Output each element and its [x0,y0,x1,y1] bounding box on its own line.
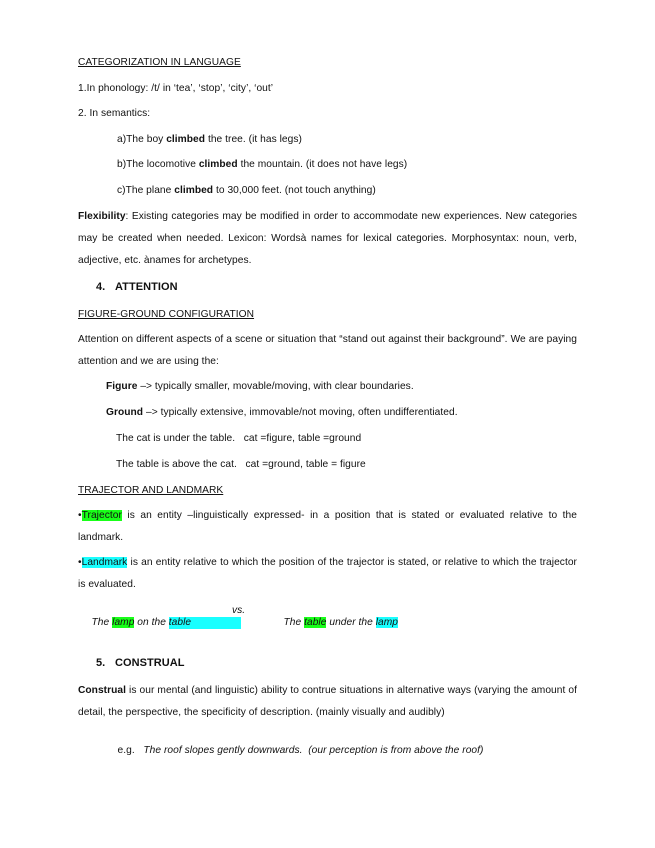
example-verb: climbed [166,134,206,145]
eg-text: The roof slopes gently downwards. (our perception is from above the roof) [143,745,484,756]
example-text: the tree. (it has legs) [205,134,302,145]
figure-label: Figure [106,381,138,392]
ground-label: Ground [106,407,144,418]
eg-label: e.g. [117,745,135,756]
trajector-paragraph [78,505,577,549]
trajector-text: is an entity –linguistically expressed- in a position that is stated or evaluated relative to the landmark. [78,510,577,543]
semantics-example-a [117,134,302,146]
trajector-landmark-example-2 [272,605,398,641]
example-text: the mountain. (it does not have legs) [237,159,408,170]
example-text: The [283,617,305,628]
figure-line [106,381,414,393]
section-heading-attention [96,281,178,293]
example-lamp-landmark: lamp [375,617,399,628]
trajector-landmark-example [80,605,241,641]
construal-paragraph [78,680,577,724]
semantics-line: 2. In semantics: [78,108,151,119]
example-table-landmark: table [169,617,241,629]
subtitle-figure-ground: FIGURE-GROUND CONFIGURATION [78,309,255,320]
construal-label: Construal [78,685,126,696]
example-verb: climbed [174,185,214,196]
subtitle-trajector-landmark: TRAJECTOR AND LANDMARK [78,485,224,496]
landmark-label: Landmark [81,557,128,568]
example-text: c)The plane [117,185,175,196]
landmark-text: is an entity relative to which the position of the trajector is stated, or relative to which the trajector is evaluated. [78,557,577,590]
flexibility-paragraph [78,206,577,272]
figure-ground-example-2: The table is above the cat. cat =ground, table = figure [116,459,366,470]
section-title: CONSTRUAL [115,657,185,669]
example-text: on the [134,617,169,628]
trajector-label: Trajector [81,510,122,521]
section-number: 5. [96,657,106,669]
semantics-example-c [117,185,376,197]
semantics-example-b [117,159,407,171]
figure-text: –> typically smaller, movable/moving, with clear boundaries. [137,381,414,392]
example-text: a)The boy [117,134,167,145]
example-table-trajector: table [304,617,327,628]
construal-text: is our mental (and linguistic) ability to contrue situations in alternative ways (varying the amount of detail, the perspective, the specificity of description. (mainly visually and audibly) [78,685,577,718]
attention-intro-paragraph: Attention on different aspects of a scene or situation that “stand out against their background”. We are paying attention and we are using the: [78,334,577,367]
flexibility-label: Flexibility [78,211,126,222]
example-text: The [91,617,113,628]
section-title-categorization: CATEGORIZATION IN LANGUAGE [78,57,241,68]
construal-example [106,733,483,769]
example-text: b)The locomotive [117,159,199,170]
ground-line [106,407,458,419]
example-vs: vs. [232,605,246,616]
section-heading-construal [96,657,185,669]
flexibility-text: : Existing categories may be modified in order to accommodate new experiences. New categories may be created when needed. Lexicon: Wordsà names for lexical categories. Morphosyntax: noun, verb, adjective, etc. ànames for archetypes. [78,211,577,266]
example-text: to 30,000 feet. (not touch anything) [213,185,376,196]
section-title: ATTENTION [115,281,178,293]
example-lamp-trajector: lamp [112,617,135,628]
bullet: • [78,510,82,521]
figure-ground-example-1: The cat is under the table. cat =figure, table =ground [116,433,362,444]
section-number: 4. [96,281,106,293]
bullet: • [78,557,82,568]
example-verb: climbed [198,159,238,170]
ground-text: –> typically extensive, immovable/not moving, often undifferentiated. [143,407,458,418]
example-text: under the [326,617,376,628]
landmark-paragraph [78,552,577,596]
phonology-line: 1.In phonology: /t/ in ‘tea’, ‘stop’, ‘city’, ‘out’ [78,83,274,94]
